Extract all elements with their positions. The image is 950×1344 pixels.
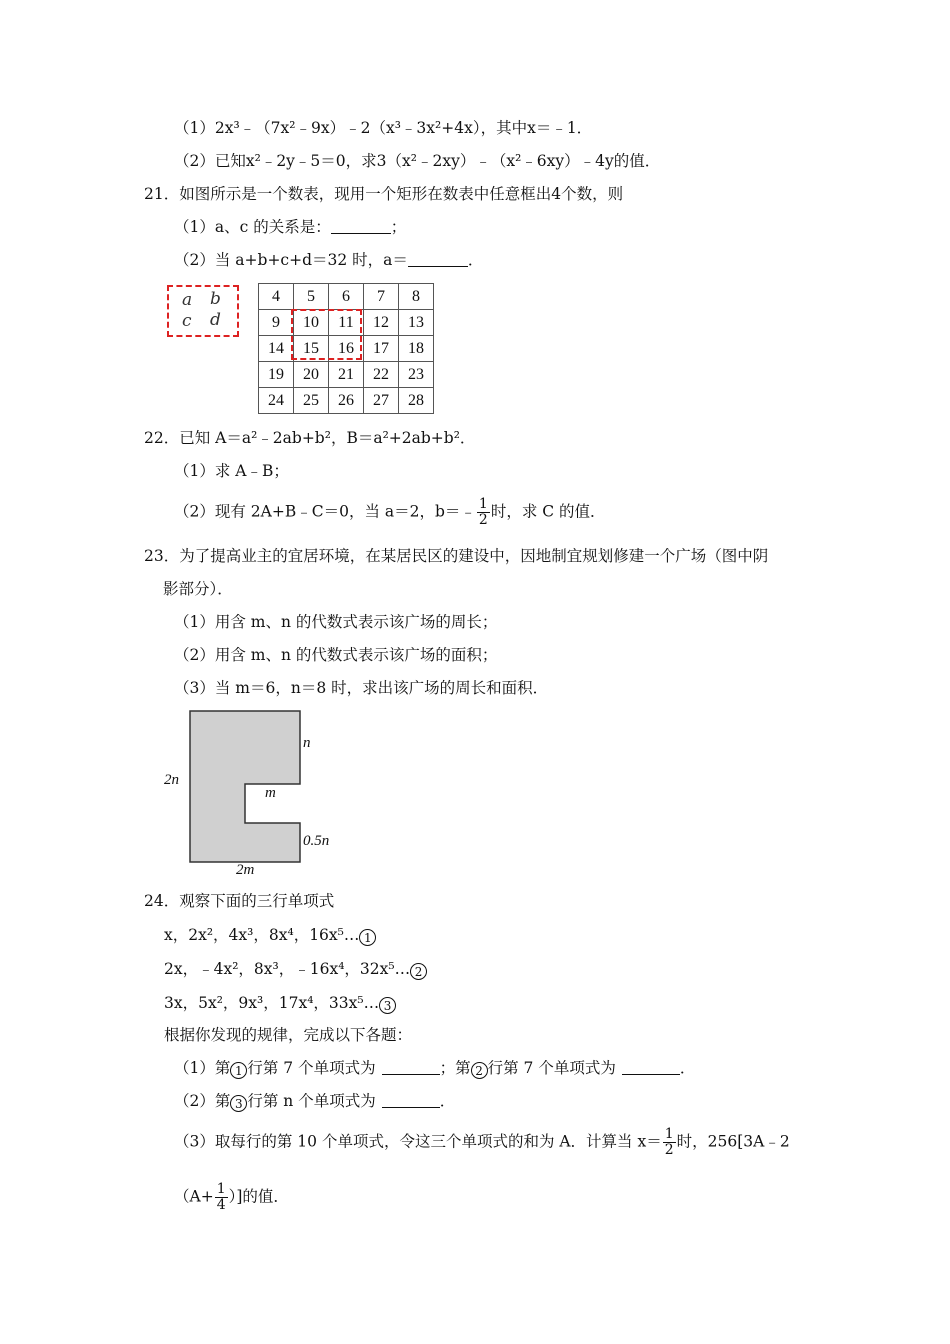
table-cell: 14 bbox=[259, 336, 294, 362]
circled-1-icon: 1 bbox=[230, 1062, 247, 1079]
table-cell: 22 bbox=[364, 362, 399, 388]
q22-part2-end: 时，求 C 的值． bbox=[490, 502, 606, 521]
label-inner: m bbox=[265, 785, 276, 801]
table-cell: 20 bbox=[294, 362, 329, 388]
plaza-shape bbox=[190, 711, 300, 862]
circled-1-icon: 1 bbox=[359, 929, 376, 946]
legend-dashed-box bbox=[167, 285, 239, 337]
table-cell: 5 bbox=[294, 284, 329, 310]
q22-part1: （1）求 A﹣B； bbox=[174, 462, 289, 480]
q21-part1-end: ； bbox=[390, 218, 407, 236]
legend-c: c bbox=[182, 311, 192, 331]
fraction-half: $\frac{1}{2}$ bbox=[664, 1126, 674, 1158]
q24-part3-line1: （3）取每行的第 10 个单项式，令这三个单项式的和为 A．计算当 x＝ $\frac{1}{2}$ 时，256[3A﹣2 bbox=[174, 1126, 790, 1158]
q24-stem: 24．观察下面的三行单项式 bbox=[144, 892, 335, 910]
answer-blank bbox=[331, 217, 391, 234]
table-row bbox=[259, 284, 434, 310]
q23-stem-line1: 23．为了提高业主的宜居环境，在某居民区的建设中，因地制宜规划修建一个广场（图中阴 bbox=[144, 547, 769, 565]
q22-stem: 22．已知 A＝a²﹣2ab+b²，B＝a²+2ab+b²． bbox=[144, 429, 476, 447]
circled-2-icon: 2 bbox=[410, 963, 427, 980]
row1-text: x，2x²，4x³，8x⁴，16x⁵… bbox=[164, 926, 360, 944]
table-cell: 6 bbox=[329, 284, 364, 310]
circled-3-icon: 3 bbox=[230, 1095, 247, 1112]
legend-a: a bbox=[182, 290, 193, 310]
q23-part2: （2）用含 m、n 的代数式表示该广场的面积； bbox=[174, 646, 498, 664]
q22-part2 bbox=[174, 497, 606, 528]
answer-blank bbox=[408, 250, 468, 267]
q23-part1: （1）用含 m、n 的代数式表示该广场的周长； bbox=[174, 613, 498, 631]
table-cell: 7 bbox=[364, 284, 399, 310]
table-cell: 17 bbox=[364, 336, 399, 362]
table-cell: 16 bbox=[329, 336, 364, 362]
selection-dashed-box bbox=[291, 309, 362, 360]
q23-stem-line2: 影部分）． bbox=[163, 580, 233, 598]
fraction-quarter: $\frac{1}{4}$ bbox=[216, 1181, 226, 1213]
answer-blank bbox=[382, 1091, 440, 1108]
q20-part1: （1）2x³﹣（7x²﹣9x）﹣2（x³﹣3x²+4x），其中x＝﹣1． bbox=[174, 119, 593, 137]
q21-part2 bbox=[174, 249, 483, 271]
table-cell: 28 bbox=[399, 388, 434, 414]
label-top-right: n bbox=[303, 735, 311, 751]
table-row bbox=[259, 388, 434, 414]
table-cell: 25 bbox=[294, 388, 329, 414]
row3-text: 3x，5x²，9x³，17x⁴，33x⁵… bbox=[164, 994, 380, 1012]
q24-row1 bbox=[164, 924, 376, 946]
q20-part2: （2）已知x²﹣2y﹣5＝0，求3（x²﹣2xy）﹣（x²﹣6xy）﹣4y的值． bbox=[174, 152, 661, 170]
table-cell: 26 bbox=[329, 388, 364, 414]
table-cell: 4 bbox=[259, 284, 294, 310]
table-cell: 11 bbox=[329, 310, 364, 336]
table-cell: 15 bbox=[294, 336, 329, 362]
answer-blank bbox=[622, 1058, 680, 1075]
q24-row2 bbox=[164, 958, 427, 980]
q24-part2: （2）第 3 行第 n 个单项式为 ． bbox=[174, 1092, 456, 1111]
table-row bbox=[259, 362, 434, 388]
q24-intro: 根据你发现的规律，完成以下各题： bbox=[164, 1026, 413, 1044]
table-cell: 21 bbox=[329, 362, 364, 388]
legend-b: b bbox=[210, 289, 221, 309]
table-cell: 12 bbox=[364, 310, 399, 336]
q21-stem: 21．如图所示是一个数表，现用一个矩形在数表中任意框出4个数，则 bbox=[144, 185, 624, 203]
q21-part1 bbox=[174, 216, 406, 238]
row2-text: 2x，﹣4x²，8x³，﹣16x⁴，32x⁵… bbox=[164, 960, 411, 978]
table-cell: 24 bbox=[259, 388, 294, 414]
q23-part3: （3）当 m＝6，n＝8 时，求出该广场的周长和面积． bbox=[174, 679, 549, 697]
plaza-figure bbox=[150, 700, 350, 885]
table-cell: 13 bbox=[399, 310, 434, 336]
table-cell: 8 bbox=[399, 284, 434, 310]
label-bottom-right: 0.5n bbox=[303, 833, 330, 849]
q24-part1: （1）第 1 行第 7 个单项式为 ；第 2 行第 7 个单项式为 ． bbox=[174, 1059, 696, 1078]
table-cell: 19 bbox=[259, 362, 294, 388]
circled-2-icon: 2 bbox=[471, 1062, 488, 1079]
q21-part1-text: a、c 的关系是： bbox=[214, 218, 331, 236]
q24-row3 bbox=[164, 992, 396, 1014]
q24-part3-line2: （A+ $\frac{1}{4}$ ）]的值． bbox=[174, 1181, 289, 1213]
table-cell: 27 bbox=[364, 388, 399, 414]
q21-part1-number: （1） bbox=[174, 218, 215, 236]
table-cell: 10 bbox=[294, 310, 329, 336]
table-cell: 9 bbox=[259, 310, 294, 336]
table-cell: 23 bbox=[399, 362, 434, 388]
label-bottom: 2m bbox=[236, 862, 255, 878]
answer-blank bbox=[382, 1058, 440, 1075]
fraction-half: $\frac{1}{2}$ bbox=[478, 496, 488, 528]
table-cell: 18 bbox=[399, 336, 434, 362]
q21-part2-text: （2）当 a+b+c+d＝32 时，a＝ bbox=[174, 251, 408, 269]
q21-part2-end: ． bbox=[467, 251, 484, 269]
legend-d: d bbox=[210, 310, 221, 330]
q22-part2-text: （2）现有 2A+B﹣C＝0，当 a＝2，b＝﹣ bbox=[174, 502, 476, 521]
circled-3-icon: 3 bbox=[379, 997, 396, 1014]
label-left: 2n bbox=[164, 772, 179, 788]
